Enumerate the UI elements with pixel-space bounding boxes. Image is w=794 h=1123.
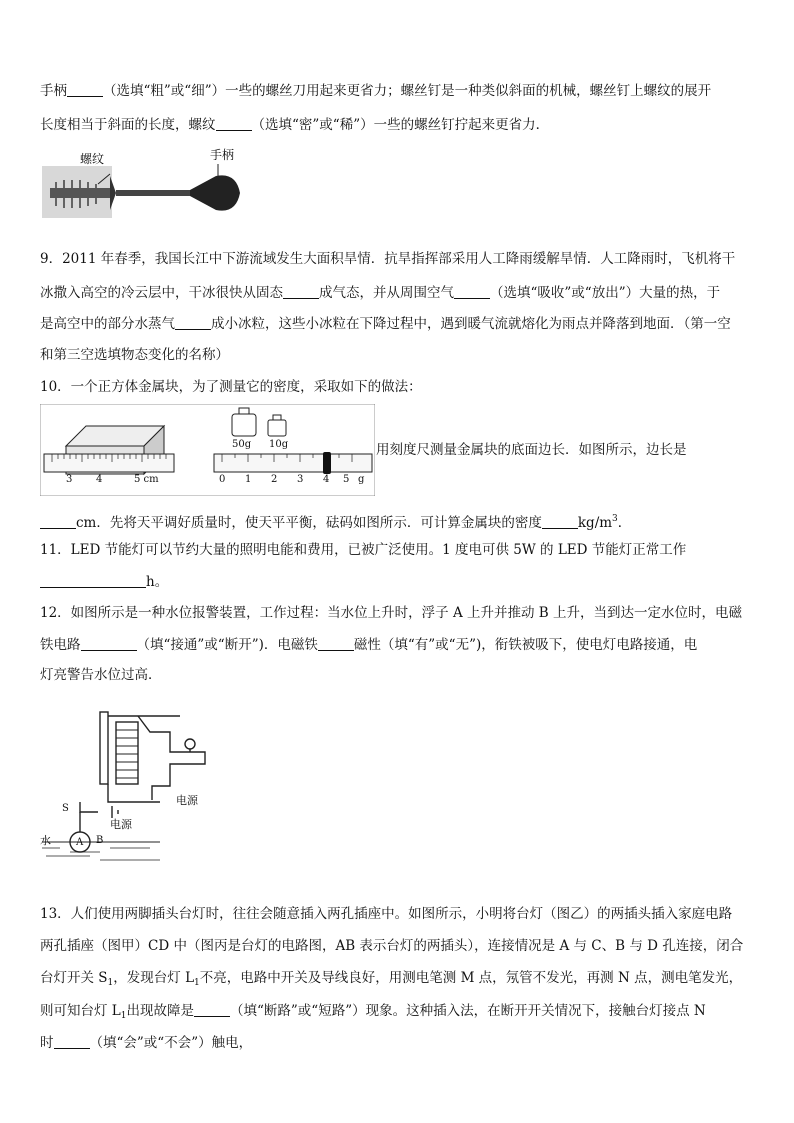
answer-blank[interactable] <box>81 636 137 651</box>
text: （选填“粗”或“细”）一些的螺丝刀用起来更省力；螺丝钉是一种类似斜面的机械，螺丝钉上螺纹的展开 <box>103 83 712 99</box>
subscript: 1 <box>120 1011 127 1021</box>
subscript: 1 <box>107 978 114 988</box>
q12-line-1 <box>40 604 742 622</box>
text: 长度相当于斜面的长度，螺纹 <box>40 117 216 133</box>
superscript: 3 <box>612 514 618 524</box>
text: 12．如图所示是一种水位报警装置，工作过程：当水位上升时，浮子 A 上升并推动 B 上升，当到达一定水位时，电磁 <box>40 605 743 621</box>
q11-line-2 <box>40 573 168 591</box>
q13-line-5 <box>40 1034 252 1052</box>
text: 则可知台灯 L <box>40 1003 121 1019</box>
text: 时 <box>40 1035 54 1051</box>
answer-blank[interactable] <box>67 82 103 97</box>
power-label: 电源 <box>110 818 132 831</box>
float-label: A <box>76 837 84 848</box>
q11-line-1 <box>40 541 686 559</box>
q9-line-4 <box>40 346 229 364</box>
answer-blank[interactable] <box>216 116 252 131</box>
q13-line-1 <box>40 905 732 923</box>
text: （选填“吸收”或“放出”）大量的热，于 <box>490 285 721 301</box>
text: （填“断路”或“短路”）现象。这种插入法，在断开开关情况下，接触台灯接点 N <box>230 1003 706 1019</box>
weight-label: 10g <box>269 439 289 450</box>
text: 手柄 <box>40 83 67 99</box>
text: （填“会”或“不会”）触电， <box>89 1035 253 1051</box>
q13-line-2 <box>40 937 743 955</box>
answer-blank[interactable] <box>283 284 319 299</box>
q13-line-4 <box>40 1002 706 1025</box>
text: 冰撒入高空的冷云层中，干冰很快从固态 <box>40 285 283 301</box>
scale-tick: 1 <box>245 474 252 485</box>
answer-blank[interactable] <box>542 514 578 529</box>
water-label: 水 <box>40 834 51 847</box>
text: 成小冰粒，这些小冰粒在下降过程中，遇到暖气流就熔化为雨点并降落到地面．（第一空 <box>211 316 731 332</box>
answer-blank[interactable] <box>40 573 146 588</box>
text: cm．先将天平调好质量时，使天平平衡，砝码如图所示．可计算金属块的密度 <box>76 515 542 531</box>
text: 13．人们使用两脚插头台灯时，往往会随意插入两孔插座中。如图所示，小明将台灯（图乙）的两插头插入家庭电路 <box>40 906 733 922</box>
text: 是高空中的部分水蒸气 <box>40 316 175 332</box>
text: 磁性（填“有”或“无”)，衔铁被吸下，使电灯电路接通，电 <box>353 637 698 653</box>
ruler-tick: 4 <box>96 474 103 485</box>
answer-blank[interactable] <box>40 514 76 529</box>
q8-line-1 <box>40 82 711 100</box>
answer-blank[interactable] <box>454 284 490 299</box>
text: ，发现台灯 L <box>113 970 195 986</box>
text: 两孔插座（图甲）CD 中（图丙是台灯的电路图，AB 表示台灯的两插头），连接情况是 A 与 C、B 与 D 孔连接，闭合 <box>40 938 744 954</box>
text: （选填“密”或“稀”）一些的螺丝钉拧起来更省力． <box>251 117 550 133</box>
q12-line-2 <box>40 636 697 654</box>
scale-tick: g <box>358 474 365 485</box>
answer-blank[interactable] <box>318 636 354 651</box>
text: 和第三空选填物态变化的名称） <box>40 347 229 363</box>
weight-label: 50g <box>232 439 252 450</box>
text: 成气态，并从周围空气 <box>319 285 454 301</box>
q9-line-2 <box>40 284 720 302</box>
rod-label: B <box>96 835 104 846</box>
text: 10．一个正方体金属块，为了测量它的密度，采取如下的做法： <box>40 379 422 395</box>
text: h。 <box>146 574 169 590</box>
subscript: 1 <box>194 978 200 988</box>
q12-line-3 <box>40 666 162 684</box>
scale-tick: 3 <box>297 474 304 485</box>
scale-tick: 4 <box>323 474 330 485</box>
text: ． <box>617 515 632 531</box>
text: 不亮，电路中开关及导线良好，用测电笔测 M 点，氖管不发光，再测 N 点，测电笔发光， <box>199 970 743 986</box>
scale-tick: 0 <box>219 474 226 485</box>
ruler-tick: 5 cm <box>134 474 159 485</box>
q9-line-3 <box>40 315 731 333</box>
text: 9．2011 年春季，我国长江中下游流域发生大面积旱情．抗旱指挥部采用人工降雨缓解旱情．人工降雨时，飞机将干 <box>40 251 736 267</box>
water-alarm-figure <box>40 702 220 864</box>
text: 铁电路 <box>40 637 81 653</box>
text: 11．LED 节能灯可以节约大量的照明电能和费用，已被广泛使用。1 度电可供 5W 的 LED 节能灯正常工作 <box>40 542 687 558</box>
scale-tick: 2 <box>271 474 278 485</box>
text: 灯亮警告水位过高． <box>40 667 162 683</box>
text: 出现故障是 <box>126 1003 194 1019</box>
thread-label: 螺纹 <box>80 152 105 166</box>
screwdriver-figure <box>40 146 260 226</box>
q9-line-1 <box>40 250 735 268</box>
text: kg/m <box>577 515 613 531</box>
text: （填“接通”或“断开”)．电磁铁 <box>136 637 318 653</box>
q10-line-3 <box>40 510 631 532</box>
answer-blank[interactable] <box>54 1034 90 1049</box>
power-label: 电源 <box>176 794 198 807</box>
scale-tick: 5 <box>343 474 350 485</box>
text: 台灯开关 S <box>40 970 108 986</box>
handle-label: 手柄 <box>210 148 235 162</box>
q8-line-2 <box>40 116 549 134</box>
answer-blank[interactable] <box>194 1002 230 1017</box>
q10-side-text: 用刻度尺测量金属块的底面边长．如图所示，边长是 <box>376 442 687 458</box>
answer-blank[interactable] <box>175 315 211 330</box>
ruler-balance-figure <box>40 404 375 496</box>
switch-label: S <box>62 803 69 814</box>
q10-line-1 <box>40 378 422 396</box>
ruler-tick: 3 <box>66 474 73 485</box>
q13-line-3 <box>40 969 742 992</box>
